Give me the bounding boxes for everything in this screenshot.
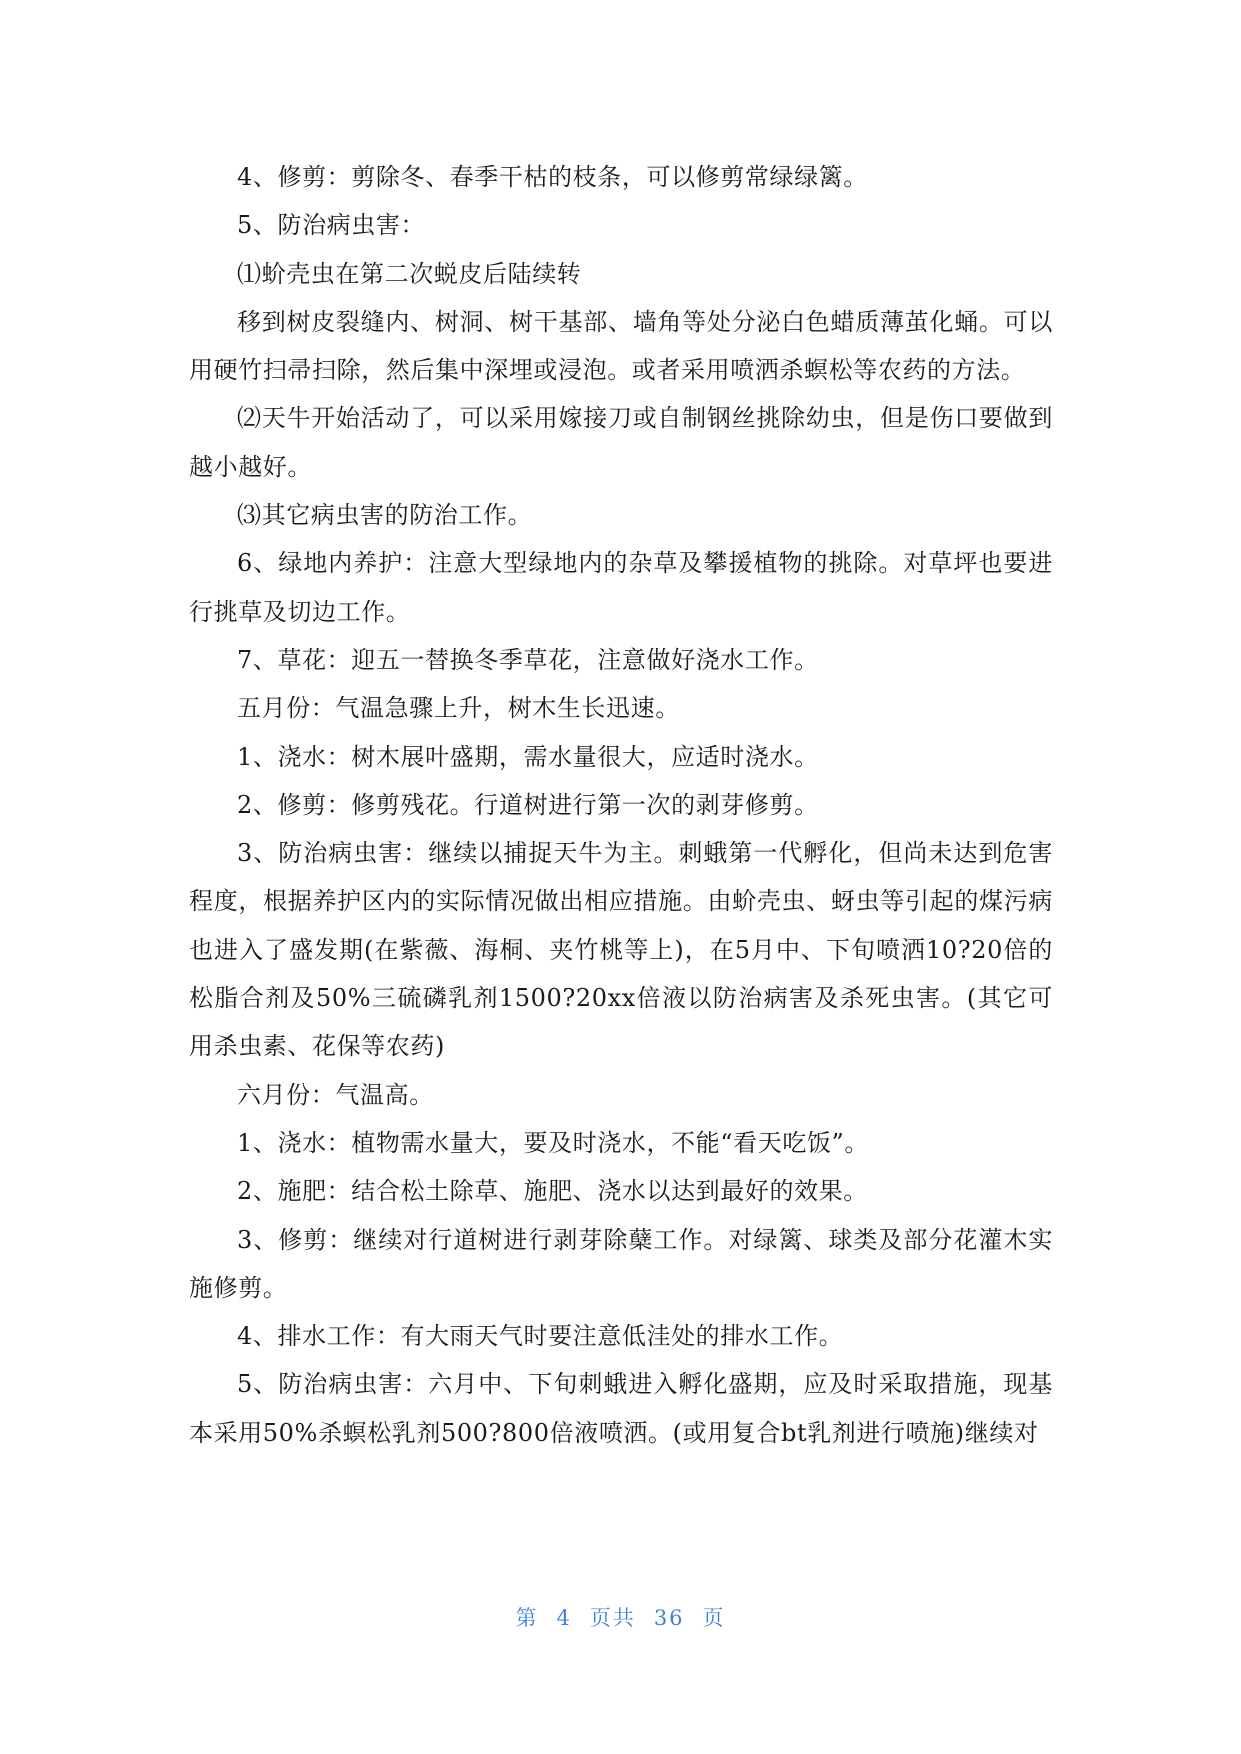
paragraph-13: 六月份：气温高。: [237, 1080, 434, 1109]
paragraph-2: 5、防治病虫害：: [237, 211, 426, 240]
paragraph-1: 4、修剪：剪除冬、春季干枯的枝条，可以修剪常绿绿篱。: [237, 163, 868, 191]
paragraph-15: 2、施肥：结合松土除草、施肥、浇水以达到最好的效果。: [237, 1177, 868, 1206]
paragraph-9: 五月份：气温急骤上升，树木生长迅速。: [237, 694, 680, 723]
paragraph-8: 7、草花：迎五一替换冬季草花，注意做好浇水工作。: [237, 645, 819, 674]
paragraph-17: 4、排水工作：有大雨天气时要注意低洼处的排水工作。: [237, 1322, 844, 1351]
footer-middle: 页共: [589, 1606, 636, 1630]
paragraph-7: 6、绿地内养护：注意大型绿地内的杂草及攀援植物的挑除。对草坪也要进行挑草及切边工作。: [189, 549, 1053, 626]
footer-current-page: 4: [556, 1606, 572, 1630]
paragraph-4: 移到树皮裂缝内、树洞、树干基部、墙角等处分泌白色蜡质薄茧化蛹。可以用硬竹扫帚扫除，然后集中深埋或浸泡。或者采用喷洒杀螟松等农药的方法。: [189, 307, 1053, 385]
paragraph-5: ⑵天牛开始活动了，可以采用嫁接刀或自制钢丝挑除幼虫，但是伤口要做到越小越好。: [189, 404, 1053, 481]
paragraph-14: 1、浇水：植物需水量大，要及时浇水，不能“看天吃饭”。: [237, 1128, 870, 1157]
paragraph-10: 1、浇水：树木展叶盛期，需水量很大，应适时浇水。: [237, 742, 819, 771]
footer-prefix: 第: [515, 1606, 539, 1630]
paragraph-11: 2、修剪：修剪残花。行道树进行第一次的剥芽修剪。: [237, 790, 819, 819]
document-body: [189, 153, 1053, 1457]
paragraph-3: ⑴蚧壳虫在第二次蜕皮后陆续转: [237, 259, 582, 288]
paragraph-12: 3、防治病虫害：继续以捕捉天牛为主。刺蛾第一代孵化，但尚未达到危害程度，根据养护区内的实际情况做出相应措施。由蚧壳虫、蚜虫等引起的煤污病也进入了盛发期(在紫薇、海桐、夹竹桃等上)，在5月中、下旬喷洒10?20倍的松脂合剂及50%三硫磷乳剂1500?20xx倍液以防治病害及杀死虫害。(其它可用杀虫素、花保等农药): [189, 839, 1053, 1061]
footer-suffix: 页: [702, 1606, 726, 1630]
page-footer: [0, 1602, 1241, 1632]
footer-total-pages: 36: [653, 1606, 685, 1630]
paragraph-6: ⑶其它病虫害的防治工作。: [237, 501, 533, 530]
paragraph-18: 5、防治病虫害：六月中、下旬刺蛾进入孵化盛期，应及时采取措施，现基本采用50%杀螟松乳剂500?800倍液喷洒。(或用复合bt乳剂进行喷施)继续对: [189, 1370, 1053, 1447]
paragraph-16: 3、修剪：继续对行道树进行剥芽除蘖工作。对绿篱、球类及部分花灌木实施修剪。: [189, 1225, 1053, 1302]
